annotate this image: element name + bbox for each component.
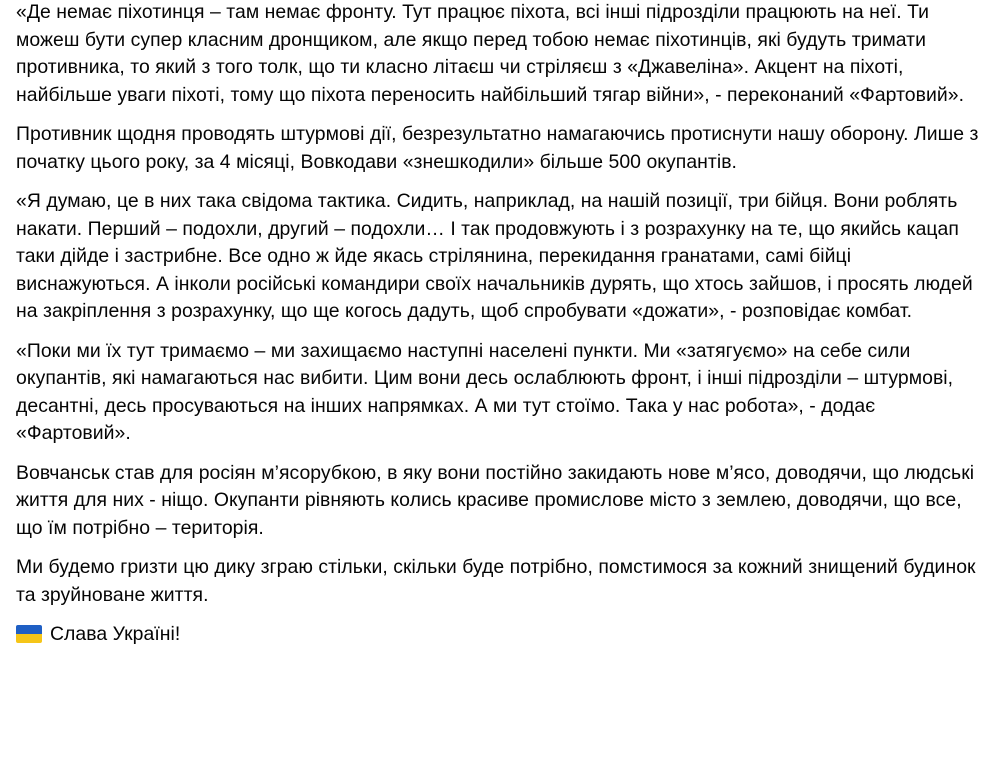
post-paragraph: «Поки ми їх тут тримаємо – ми захищаємо наступні населені пункти. Ми «затягуємо» на себе сили окупантів, які намагаються нас вибити. Цим вони десь ослаблюють фронт, і інші підрозділи – штурмові, десантні, десь просуваються на інших напрямках. А ми тут стоїмо. Така у нас робота», - додає «Фартовий». <box>16 339 954 444</box>
flag-yellow-stripe <box>16 634 42 643</box>
post-paragraph: Ми будемо гризти цю дику зграю стільки, скільки буде потрібно, помстимося за кожний знищений будинок та зруйноване життя. <box>16 556 976 606</box>
post-paragraph: «Я думаю, це в них така свідома тактика. Сидить, наприклад, на нашій позиції, три бійця. Вони роблять накати. Перший – подохли, другий – подохли… І так продовжують і з розрахунку на те, що якийсь кацап таки дійде і застрибне. Все одно ж йде якась стрілянина, перекидання гранатами, самі бійці виснажуються. А інколи російські командири своїх начальників дурять, що хтось зайшов, і просять людей на закріплення з розрахунку, що ще когось дадуть, щоб спробувати «дожати», - розповідає комбат. <box>16 190 973 322</box>
post-closing <box>16 621 988 649</box>
post-paragraph: «Де немає піхотинця – там немає фронту. Тут працює піхота, всі інші підрозділи працюють на неї. Ти можеш бути супер класним дронщиком, але якщо перед тобою немає піхотинців, які будуть тримати противника, то який з того толк, що ти класно літаєш чи стріляєш з «Джавеліна». Акцент на піхоті, найбільше уваги піхоті, тому що піхота переносить найбільший тягар війни», - переконаний «Фартовий». <box>16 1 965 106</box>
post-paragraph: Вовчанськ став для росіян м’ясорубкою, в яку вони постійно закидають нове м’ясо, доводячи, що людські життя для них - ніщо. Окупанти рівняють колись красиве промислове місто з землею, доводячи, що все, що їм потрібно – територія. <box>16 461 975 539</box>
ukraine-flag-icon <box>16 625 42 643</box>
post-text <box>16 0 988 661</box>
post-paragraph: Противник щодня проводять штурмові дії, безрезультатно намагаючись протиснути нашу оборону. Лише з початку цього року, за 4 місяці, Вовкодави «знешкодили» більше 500 окупантів. <box>16 123 979 173</box>
flag-blue-stripe <box>16 625 42 634</box>
closing-text: Слава Україні! <box>50 623 181 645</box>
